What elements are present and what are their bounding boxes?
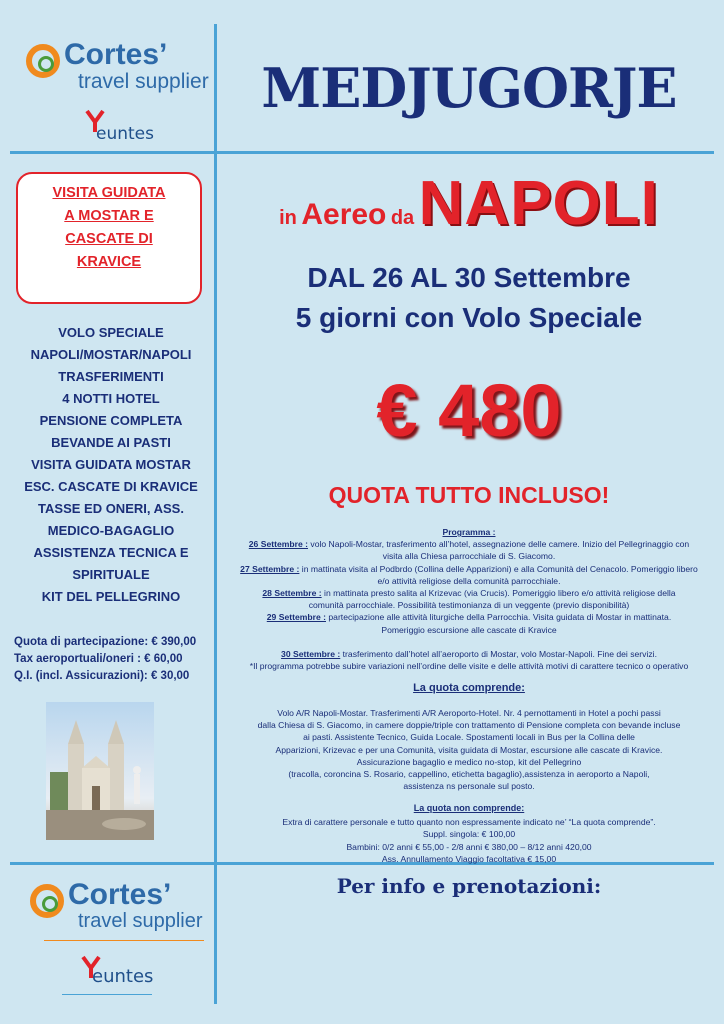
cortes-logo-mark <box>26 44 60 78</box>
inclusion-item: NAPOLI/MOSTAR/NAPOLI <box>30 347 192 362</box>
program-day-text: comunità parrocchiale. Possibilità testimonianza di un veggente (previo disponibilità) <box>308 600 630 611</box>
price-insurance: Q.I. (incl. Assicurazioni): € 30,00 <box>14 670 190 682</box>
headline-da: da <box>390 207 415 229</box>
includes-line: Assicurazione bagaglio e medico no-stop, kit del Pellegrino <box>356 756 582 767</box>
inclusion-item: ASSISTENZA TECNICA E <box>33 545 189 560</box>
price-airport-tax: Tax aeroportuali/oneri : € 60,00 <box>14 653 183 665</box>
page-title: MEDJUGORJE <box>261 56 677 120</box>
program-day-text: in mattinata visita al Podbrdo (Collina delle Apparizioni) e alla Comunità del Cenacolo. Pomeriggio libero <box>299 563 698 574</box>
guided-tour-box <box>16 172 202 304</box>
trip-dates <box>222 258 716 338</box>
cortes-logo <box>26 36 210 96</box>
guided-tour-line: CASCATE DI <box>65 231 153 247</box>
info-heading: Per info e prenotazioni: <box>336 874 602 898</box>
program-day-date: 27 Settembre : <box>240 563 300 574</box>
program-day <box>222 587 716 611</box>
program-day-text: partecipazione alle attività liturgiche della Parrocchia. Visita guidata di Mostar in mattinata. <box>326 612 672 623</box>
headline-city: NAPOLI <box>418 169 659 238</box>
footer-euntes-underline <box>62 994 152 995</box>
not-includes-line: Ass. Annullamento Viaggio facoltativa € 15,00 <box>381 853 557 864</box>
inclusion-item: SPIRITUALE <box>72 567 150 582</box>
inclusion-item: PENSIONE COMPLETA <box>39 413 183 428</box>
program-day-text: visita alla Chiesa parrocchiale di S. Giacomo. <box>382 551 556 562</box>
euntes-logo-text: euntes <box>96 124 154 144</box>
includes-line: dalla Chiesa di S. Giacomo, in camere doppie/triple con trattamento di Pensione completa con bevande incluse <box>257 720 681 731</box>
footer-logo-divider <box>44 940 204 941</box>
top-horizontal-divider <box>10 151 714 154</box>
inclusion-item: ESC. CASCATE DI KRAVICE <box>24 479 198 494</box>
footer-euntes-logo <box>80 954 160 994</box>
not-includes-line: Suppl. singola: € 100,00 <box>422 829 516 840</box>
price-breakdown <box>14 634 214 685</box>
headline-aereo: Aereo <box>301 198 387 231</box>
cortes-logo-name: Cortes’ <box>68 878 172 911</box>
program-day-date: 26 Settembre : <box>248 539 309 550</box>
inclusions-list <box>8 322 214 608</box>
includes-line: Volo A/R Napoli-Mostar. Trasferimenti A/R Aeroporto-Hotel. Nr. 4 pernottamenti in Hotel a pochi passi <box>277 708 661 718</box>
program-day-date: 29 Settembre : <box>266 612 326 623</box>
guided-tour-line: KRAVICE <box>76 254 142 270</box>
program-day <box>222 648 716 660</box>
inclusion-item: KIT DEL PELLEGRINO <box>41 589 181 604</box>
program-heading: Programma : <box>442 527 496 537</box>
program-day <box>222 611 716 635</box>
not-includes-title: La quota non comprende: <box>413 803 525 813</box>
price-participation: Quota di partecipazione: € 390,00 <box>14 636 197 648</box>
inclusion-item: 4 NOTTI HOTEL <box>62 391 160 406</box>
total-price: € 480 <box>376 369 562 452</box>
not-includes-line: Extra di carattere personale e tutto quanto non espressamente indicato ne’ “La quota comprende”. <box>282 817 656 827</box>
cortes-logo-tagline: travel supplier <box>78 70 209 93</box>
program-note: *Il programma potrebbe subire variazioni nell’ordine delle visite e delle attività motivi di carattere tecnico o operativo <box>249 661 689 672</box>
inclusion-item: VOLO SPECIALE <box>58 325 164 340</box>
euntes-logo <box>84 108 154 148</box>
program-day-date: 28 Settembre : <box>262 588 322 599</box>
inclusion-item: BEVANDE AI PASTI <box>51 435 171 450</box>
program-day-text: trasferimento dall’hotel all’aeroporto di Mostar, volo Mostar-Napoli. Fine dei servizi. <box>340 648 657 659</box>
program-day <box>222 538 716 562</box>
cortes-logo-tagline: travel supplier <box>78 910 203 932</box>
footer-cortes-logo <box>30 876 214 936</box>
euntes-logo-text: euntes <box>92 966 154 987</box>
inclusion-item: TRASFERIMENTI <box>58 369 164 384</box>
guided-tour-line: VISITA GUIDATA <box>52 185 166 201</box>
includes-title: La quota comprende: <box>413 682 525 694</box>
includes-line: ai pasti. Assistente Tecnico, Guida Locale. Spostamenti locali in Bus per la Collina delle <box>303 732 635 743</box>
program-day <box>222 563 716 587</box>
all-inclusive-label: QUOTA TUTTO INCLUSO! <box>328 482 610 508</box>
not-includes-body <box>222 816 716 865</box>
includes-body <box>222 707 716 792</box>
includes-line: (tracolla, coroncina S. Rosario, cappellino, etichetta bagaglio),assistenza in aeroporto a Napoli, <box>288 769 650 780</box>
vertical-divider <box>214 24 217 1004</box>
departure-headline <box>222 168 716 239</box>
inclusion-item: TASSE ED ONERI, ASS. <box>38 501 184 516</box>
program-day-text: volo Napoli-Mostar, trasferimento all’hotel, assegnazione delle camere. Inizio del Pellegrinaggio con <box>308 539 690 550</box>
program-section <box>222 526 716 672</box>
headline-in: in <box>279 207 297 229</box>
inclusion-item: VISITA GUIDATA MOSTAR <box>31 457 191 472</box>
church-illustration <box>46 702 154 840</box>
includes-line: Apparizioni, Krizevac e per una Comunità, visita guidata di Mostar, escursione alle cascate di Kravice. <box>275 744 663 755</box>
guided-tour-line: A MOSTAR E <box>64 208 154 224</box>
cortes-logo-mark <box>30 884 64 918</box>
cortes-logo-name: Cortes’ <box>64 38 168 71</box>
program-day-text: Pomeriggio escursione alle cascate di Kravice <box>381 624 557 635</box>
church-photo <box>46 702 154 840</box>
program-day-date: 30 Settembre : <box>281 648 341 659</box>
trip-date-range: DAL 26 AL 30 Settembre <box>307 262 631 293</box>
includes-line: assistenza ns personale sul posto. <box>403 781 535 792</box>
not-includes-line: Bambini: 0/2 anni € 55,00 - 2/8 anni € 380,00 – 8/12 anni 420,00 <box>346 841 592 852</box>
trip-duration: 5 giorni con Volo Speciale <box>295 302 643 333</box>
program-day-text: e/o attività religiose della comunità parrocchiale. <box>377 575 561 586</box>
inclusion-item: MEDICO-BAGAGLIO <box>47 523 175 538</box>
program-day-text: in mattinata presto salita al Krizevac (via Crucis). Pomeriggio libero e/o attività religiose della <box>321 588 676 599</box>
